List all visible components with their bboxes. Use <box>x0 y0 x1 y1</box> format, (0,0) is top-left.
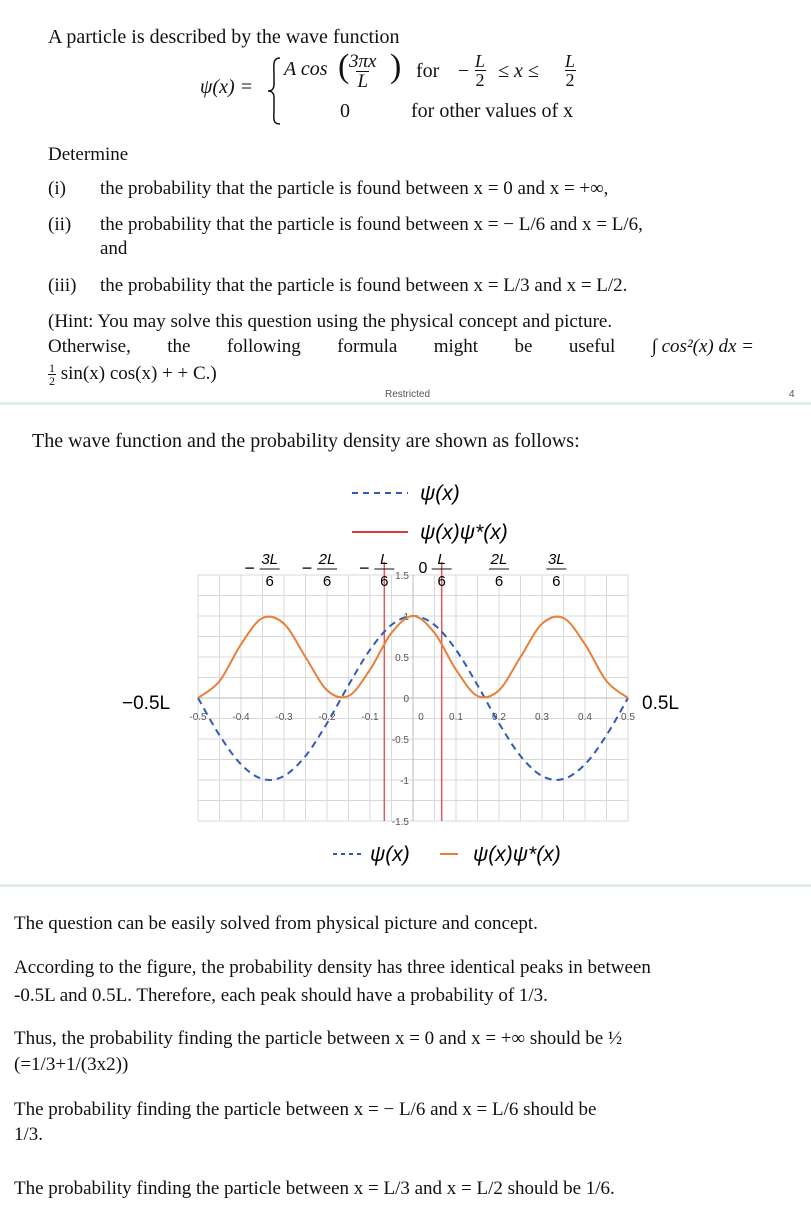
hint-line-3 <box>48 362 217 387</box>
case2-cond: for other values of x <box>411 100 574 122</box>
item-number: (iii) <box>48 275 77 296</box>
determine-label: Determine <box>48 144 129 165</box>
density-point <box>605 680 607 682</box>
psi-point <box>347 684 349 686</box>
case1-cond-frac-left <box>474 52 486 89</box>
chart-grid <box>198 575 628 821</box>
y-tick-label: -1 <box>400 776 409 787</box>
density-point <box>433 632 435 634</box>
density-point <box>390 632 392 634</box>
psi-point <box>476 684 478 686</box>
equation-lhs: ψ(x) = <box>200 76 254 98</box>
psi-point <box>498 722 500 724</box>
fraction-numerator: 3L <box>261 551 279 568</box>
hint-formula-tail: sin(x) cos(x) + + C.) <box>60 362 217 384</box>
case1-fraction <box>348 52 377 91</box>
density-point <box>519 656 521 658</box>
psi-point <box>584 763 586 765</box>
paren-open: ( <box>338 48 350 85</box>
case1-expr: A cos <box>284 58 328 80</box>
case2-expr: 0 <box>340 100 350 122</box>
x-tick-label: 0.1 <box>449 712 463 723</box>
legend-bottom-psi-label: ψ(x) <box>370 843 410 866</box>
page-number: 4 <box>789 389 795 400</box>
hint-word: following <box>226 336 301 357</box>
density-point <box>476 695 478 697</box>
density-point <box>347 695 349 697</box>
left-bound-label: −0.5L <box>122 693 171 714</box>
psi-point <box>433 624 435 626</box>
x-tick-label: 0.2 <box>492 712 506 723</box>
x-tick-label: -0.4 <box>232 712 250 723</box>
fraction-numerator: 2L <box>490 551 508 568</box>
hint-line-2 <box>48 336 754 358</box>
psi-point <box>283 775 285 777</box>
fraction-denominator: 6 <box>494 573 504 590</box>
hint-word: useful <box>568 336 616 357</box>
density-point <box>562 617 564 619</box>
fraction-numerator: 2L <box>318 551 336 568</box>
density-point <box>412 615 414 617</box>
case1-cond-mid: ≤ x ≤ <box>498 60 539 82</box>
frac-num: L <box>565 51 576 71</box>
x-tick-label: -0.5 <box>189 712 207 723</box>
psi-point <box>369 649 371 651</box>
density-point <box>218 680 220 682</box>
half-fraction: $\frac{1}{2}$ <box>49 361 55 388</box>
wave-chart <box>0 470 811 880</box>
psi-point <box>240 763 242 765</box>
wave-function-equation <box>200 50 620 126</box>
y-tick-label: 1 <box>403 612 409 623</box>
hint-word: Otherwise, <box>48 336 131 357</box>
section-divider <box>0 884 811 887</box>
fraction-sign: − <box>359 558 370 578</box>
hint-word: the <box>167 336 191 357</box>
hint-word: formula <box>337 336 398 357</box>
density-point <box>369 669 371 671</box>
top-fraction-label <box>489 551 509 590</box>
density-point <box>197 697 199 699</box>
top-fraction-label <box>359 551 394 590</box>
psi-point <box>605 734 607 736</box>
hint-word: be <box>514 336 533 357</box>
density-point <box>455 669 457 671</box>
right-bound-label: 0.5L <box>642 693 679 714</box>
fraction-sign: − <box>301 558 313 578</box>
case1-cond-frac-right <box>564 52 576 89</box>
density-point <box>584 643 586 645</box>
psi-point <box>390 624 392 626</box>
solution-p4a: The probability finding the particle between x = − L/6 and x = L/6 should be <box>14 1099 597 1120</box>
case1-den: L <box>357 71 369 92</box>
intro-text: A particle is described by the wave function <box>48 26 400 48</box>
y-axis-labels <box>392 571 410 828</box>
item-text: the probability that the particle is found between x = − L/6 and x = L/6, <box>100 214 643 235</box>
hint-formula: ∫ cos²(x) dx = <box>651 336 754 357</box>
density-point <box>261 617 263 619</box>
section-divider <box>0 402 811 405</box>
item-number: (ii) <box>48 214 72 235</box>
psi-point <box>304 755 306 757</box>
figure-intro: The wave function and the probability density are shown as follows: <box>32 430 580 452</box>
y-tick-label: 0 <box>403 694 409 705</box>
solution-p1: The question can be easily solved from physical picture and concept. <box>14 913 538 934</box>
x-tick-label: -0.3 <box>275 712 293 723</box>
solution-p2a: According to the figure, the probability density has three identical peaks in between <box>14 957 651 978</box>
item-number: (i) <box>48 178 66 199</box>
legend-top-density-label: ψ(x)ψ*(x) <box>420 521 508 544</box>
fraction-numerator: L <box>380 551 389 568</box>
x-tick-label: 0 <box>418 712 424 723</box>
density-point <box>541 623 543 625</box>
paren-close: ) <box>390 48 402 85</box>
top-fraction-label <box>302 551 337 590</box>
psi-point <box>562 778 564 780</box>
density-point <box>304 656 306 658</box>
psi-point <box>326 722 328 724</box>
fraction-denominator: 6 <box>265 573 274 590</box>
x-tick-label: 0.4 <box>578 712 592 723</box>
curly-brace-icon <box>266 56 282 126</box>
item-text: the probability that the particle is found between x = 0 and x = +∞, <box>100 178 609 199</box>
x-axis-labels <box>189 712 635 723</box>
legend-bottom-density-label: ψ(x)ψ*(x) <box>473 843 561 866</box>
solution-p5: The probability finding the particle between x = L/3 and x = L/2 should be 1/6. <box>14 1178 615 1199</box>
solution-p3b: (=1/3+1/(3x2)) <box>14 1054 129 1075</box>
fraction-denominator: 6 <box>552 573 561 590</box>
density-point <box>498 689 500 691</box>
solution-p2b: -0.5L and 0.5L. Therefore, each peak should have a probability of 1/3. <box>14 985 548 1006</box>
psi-point <box>261 778 263 780</box>
y-tick-label: -0.5 <box>391 735 409 746</box>
fraction-denominator: 6 <box>322 573 332 590</box>
solution-p3a: Thus, the probability finding the particle between x = 0 and x = +∞ should be ½ <box>14 1028 623 1049</box>
fraction-denominator: 6 <box>437 573 446 590</box>
hint-line-1: (Hint: You may solve this question using the physical concept and picture. <box>48 311 613 332</box>
item-text-cont: and <box>100 238 128 259</box>
fraction-numerator: L <box>437 551 446 568</box>
restricted-label: Restricted <box>385 389 431 400</box>
y-tick-label: 1.5 <box>395 571 409 582</box>
frac-num: L <box>475 51 486 71</box>
psi-point <box>541 775 543 777</box>
x-tick-label: -0.1 <box>361 712 379 723</box>
frac-den: 2 <box>475 70 485 90</box>
psi-point <box>218 734 220 736</box>
density-point <box>627 697 629 699</box>
density-point <box>240 643 242 645</box>
psi-point <box>455 649 457 651</box>
top-zero-label: 0 <box>418 560 428 577</box>
fraction-sign: − <box>244 558 255 578</box>
item-text: the probability that the particle is found between x = L/3 and x = L/2. <box>100 275 628 296</box>
frac-den: 2 <box>565 70 575 90</box>
legend-top-psi-label: ψ(x) <box>420 482 460 505</box>
density-point <box>326 689 328 691</box>
fraction-denominator: 6 <box>380 573 389 590</box>
solution-p4b: 1/3. <box>14 1124 44 1145</box>
psi-point <box>519 755 521 757</box>
fraction-numerator: 3L <box>547 551 565 568</box>
case1-num: 3πx <box>349 51 377 72</box>
y-tick-label: -1.5 <box>391 817 409 828</box>
y-tick-label: 0.5 <box>395 653 409 664</box>
case1-cond-prefix: for <box>416 60 440 82</box>
density-point <box>283 623 285 625</box>
x-tick-label: 0.5 <box>621 712 635 723</box>
x-tick-label: 0.3 <box>535 712 549 723</box>
x-tick-label: -0.2 <box>318 712 336 723</box>
hint-word: might <box>433 336 479 357</box>
case1-cond-minus: − <box>458 60 470 82</box>
